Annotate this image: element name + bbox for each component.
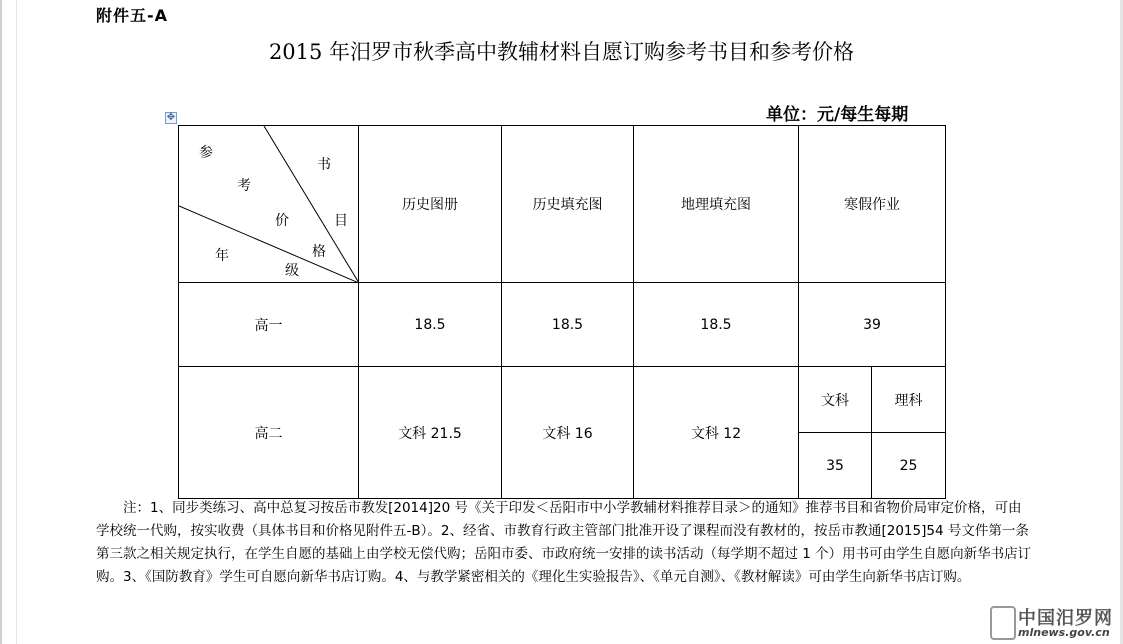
price-table [178,125,946,499]
split-value-like: 25 [872,433,946,499]
column-header: 地理填充图 [634,126,799,283]
footnote-paragraph: 注：1、同步类练习、高中总复习按岳市教发[2014]20 号《关于印发＜岳阳市中小学教辅材料推荐目录＞的通知》推荐书目和省物价局审定价格，可由学校统一代购，按实收费（具体书目和价格见附件五-B）。2、经省、市教育行政主管部门批准开设了课程而没有教材的，按岳市教通[2015]54 号文件第一条第三款之相关规定执行，在学生自愿的基础上由学校无偿代购；岳阳市委、市政府统一安排的读书活动（每学期不超过 1 个）用书可由学生自愿向新华书店订购。3、《国防教育》学生可自愿向新华书店订购。4、与教学紧密相关的《理化生实验报告》、《单元自测》、《教材解读》可由学生向新华书店订购。 [96,500,1032,585]
price-cell: 文科 12 [634,367,799,499]
watermark-site-url: mlnews.gov.cn [1018,626,1110,639]
table-move-handle-icon[interactable]: ✥ [166,112,176,123]
column-header: 历史填充图 [502,126,634,283]
page-margin-line [16,0,17,644]
diag-label-kao: 考 [237,178,251,194]
document-title: 2015 年汨罗市秋季高中教辅材料自愿订购参考书目和参考价格 [268,40,855,64]
price-cell: 18.5 [502,283,634,367]
grade-cell: 高二 [179,367,359,499]
table-row-grade-2 [179,367,946,433]
column-header: 历史图册 [359,126,502,283]
diag-label-nian: 年 [215,248,229,264]
attachment-label: 附件五-A [96,6,169,25]
price-cell: 文科 21.5 [359,367,502,499]
price-cell: 18.5 [634,283,799,367]
diag-label-ge: 格 [312,244,326,260]
unit-label: 单位：元/每生每期 [766,105,909,125]
grade-cell: 高一 [179,283,359,367]
diag-label-mu: 目 [334,213,348,229]
split-header-wenke: 文科 [799,367,872,433]
split-value-wenke: 35 [799,433,872,499]
header-row [179,126,946,283]
site-watermark [990,604,1120,642]
diag-label-shu: 书 [317,157,331,173]
watermark-site-name: 中国汨罗网 [1018,608,1113,629]
price-cell: 39 [799,283,946,367]
left-window-edge [0,0,2,644]
table-row-grade-1 [179,283,946,367]
diag-label-can: 参 [199,145,213,161]
column-header: 寒假作业 [799,126,946,283]
diag-label-jia: 价 [275,213,289,229]
diag-label-ji: 级 [285,263,299,279]
diagonal-header-cell [179,126,359,283]
split-header-like: 理科 [872,367,946,433]
price-cell: 18.5 [359,283,502,367]
watermark-logo-icon [990,606,1016,640]
price-cell: 文科 16 [502,367,634,499]
